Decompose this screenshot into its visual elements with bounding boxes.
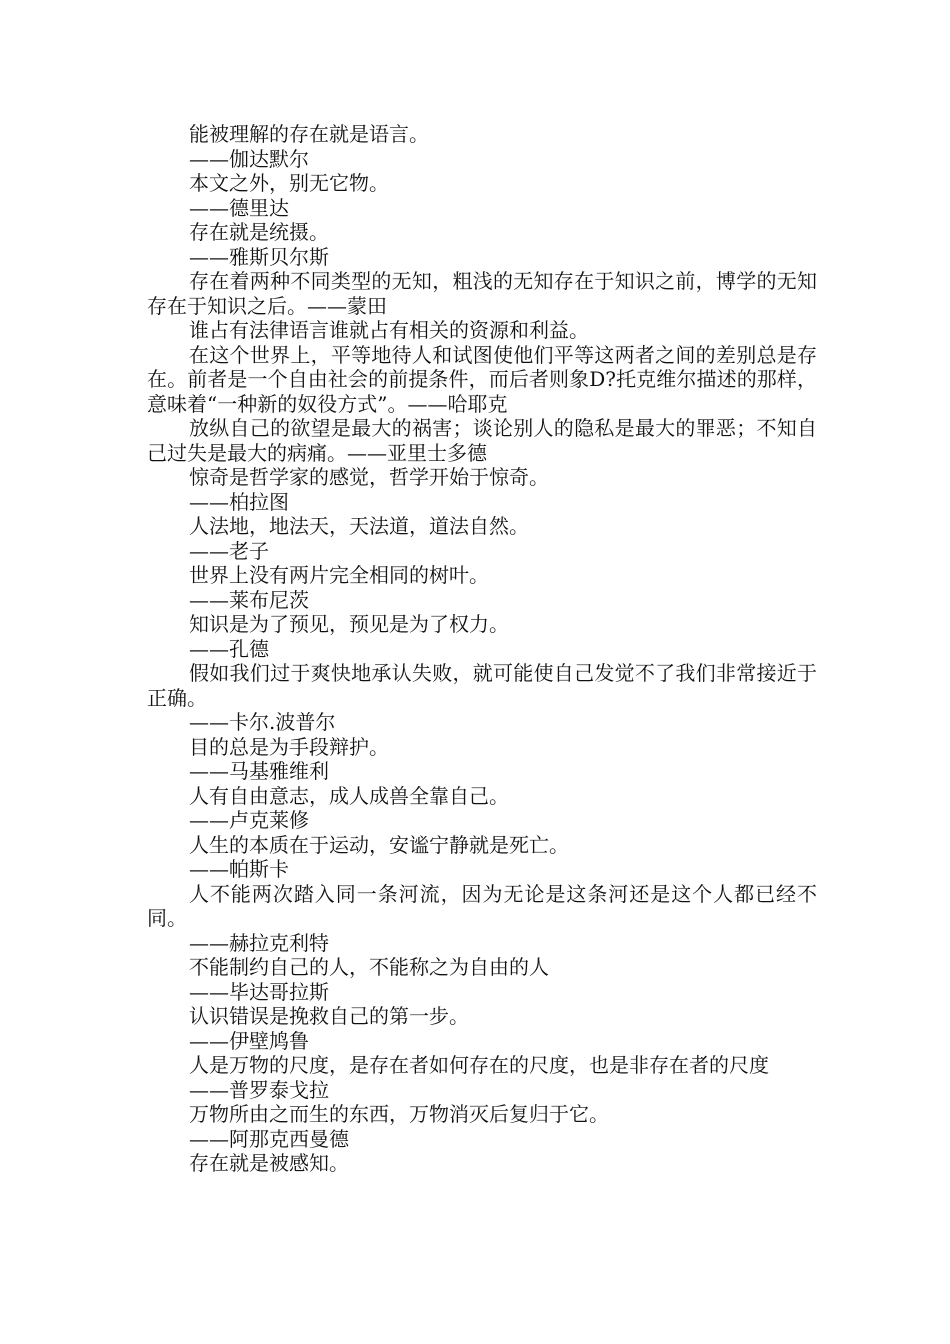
text-line: 知识是为了预见，预见是为了权力。 [189, 612, 509, 636]
text-line: 存在就是统摄。 [189, 220, 329, 244]
text-line: 存在着两种不同类型的无知，粗浅的无知存在于知识之前，博学的无知存在于知识之后。——蒙田 [147, 269, 817, 318]
text-line: 人有自由意志，成人成兽全靠自己。 [189, 783, 509, 808]
text-line: 存在就是被感知。 [189, 1151, 349, 1175]
attribution-line: ——赫拉克利特 [189, 930, 329, 955]
text-line: 万物所由之而生的东西，万物消灭后复归于它。 [189, 1102, 609, 1126]
attribution-line: ——柏拉图 [189, 489, 289, 514]
attribution-line: ——卢克莱修 [189, 808, 309, 832]
text-line: 世界上没有两片完全相同的树叶。 [189, 563, 489, 587]
text-line: 放纵自己的欲望是最大的祸害；谈论别人的隐私是最大的罪恶；不知自己过失是最大的病痛。——亚里士多德 [147, 416, 817, 465]
text-line: 不能制约自己的人，不能称之为自由的人 [189, 955, 549, 979]
text-line: 人是万物的尺度，是存在者如何存在的尺度，也是非存在者的尺度 [189, 1053, 769, 1077]
attribution-line: ——德里达 [189, 195, 289, 220]
attribution-line: ——帕斯卡 [189, 857, 289, 881]
text-line: 惊奇是哲学家的感觉，哲学开始于惊奇。 [189, 465, 549, 489]
attribution-line: ——孔德 [189, 636, 269, 661]
attribution-line: ——马基雅维利 [189, 759, 329, 783]
attribution-line: ——老子 [189, 538, 269, 563]
attribution-line: ——毕达哥拉斯 [189, 979, 329, 1004]
attribution-line: ——雅斯贝尔斯 [189, 244, 329, 269]
text-line: 人生的本质在于运动，安谧宁静就是死亡。 [189, 832, 569, 857]
attribution-line: ——阿那克西曼德 [189, 1126, 349, 1151]
text-line: 人不能两次踏入同一条河流，因为无论是这条河还是这个人都已经不同。 [147, 881, 817, 930]
text-line: 在这个世界上，平等地待人和试图使他们平等这两者之间的差别总是存在。前者是一个自由社会的前提条件，而后者则象D?托克维尔描述的那样，意味着“一种新的奴役方式”。——哈耶克 [147, 342, 817, 416]
text-line: 人法地，地法天，天法道，道法自然。 [189, 514, 529, 538]
text-line: 本文之外，别无它物。 [189, 171, 389, 195]
text-line: 目的总是为手段辩护。 [189, 734, 389, 759]
text-line: 谁占有法律语言谁就占有相关的资源和利益。 [189, 318, 589, 342]
attribution-line: ——卡尔.波普尔 [189, 710, 336, 734]
text-line: 假如我们过于爽快地承认失败，就可能使自己发觉不了我们非常接近于正确。 [147, 661, 817, 710]
attribution-line: ——伊壁鸠鲁 [189, 1028, 309, 1053]
attribution-line: ——普罗泰戈拉 [189, 1077, 329, 1102]
attribution-line: ——伽达默尔 [189, 146, 309, 171]
text-line: 能被理解的存在就是语言。 [189, 122, 429, 146]
text-line: 认识错误是挽救自己的第一步。 [189, 1004, 469, 1028]
document-text-body [147, 122, 817, 1176]
attribution-line: ——莱布尼茨 [189, 587, 309, 612]
